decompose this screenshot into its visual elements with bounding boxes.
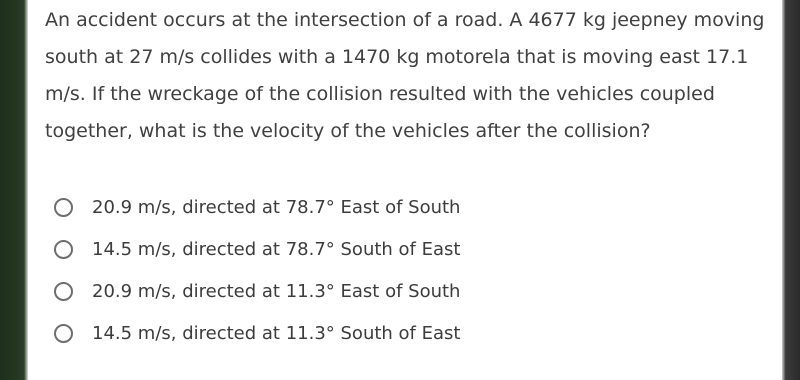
answer-option-4[interactable]: [54, 312, 554, 354]
radio-button[interactable]: [54, 198, 73, 217]
answer-option-1[interactable]: [54, 186, 554, 228]
answer-options: [54, 186, 554, 354]
answer-option-label: 14.5 m/s, directed at 11.3° South of East: [92, 322, 461, 344]
answer-option-2[interactable]: [54, 228, 554, 270]
question-text: An accident occurs at the intersection of a road. A 4677 kg jeepney moving south at 27 m/s collides with a 1470 kg motorela that is moving east 17.1 m/s. If the wreckage of the collision resulted with the vehicles coupled together, what is the velocity of the vehicles after the collision?: [45, 9, 765, 142]
radio-button[interactable]: [54, 282, 73, 301]
answer-option-label: 20.9 m/s, directed at 78.7° East of South: [92, 196, 461, 218]
answer-option-3[interactable]: [54, 270, 554, 312]
radio-button[interactable]: [54, 324, 73, 343]
answer-option-label: 14.5 m/s, directed at 78.7° South of East: [92, 238, 461, 260]
answer-option-label: 20.9 m/s, directed at 11.3° East of South: [92, 280, 461, 302]
question-card: [28, 0, 782, 380]
radio-button[interactable]: [54, 240, 73, 259]
